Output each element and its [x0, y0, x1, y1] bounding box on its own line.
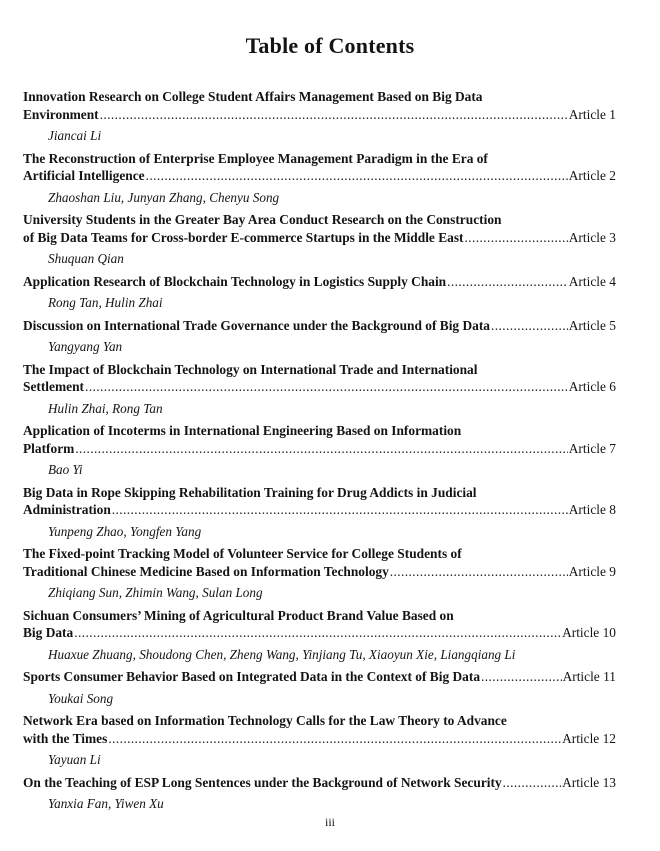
- entry-title-line: Network Era based on Information Technology Calls for the Law Theory to Advance: [23, 713, 507, 728]
- entry-authors: Jiancai Li: [48, 128, 102, 143]
- dot-leader: [100, 106, 568, 124]
- article-number: Article 9: [568, 563, 616, 579]
- entry-title-text: Environment: [23, 106, 99, 122]
- article-number: Article 2: [568, 168, 616, 183]
- toc-entry: [23, 607, 616, 664]
- toc-entry: [23, 668, 616, 707]
- article-number: Article 3: [568, 229, 616, 245]
- entry-title-text: Administration: [23, 502, 111, 517]
- entry-title-line: Big Data in Rope Skipping Rehabilitation Training for Drug Addicts in Judicial: [23, 484, 477, 500]
- entry-title-text: On the Teaching of ESP Long Sentences under the Background of Network Security: [23, 774, 502, 790]
- article-number: Article 13: [562, 774, 616, 790]
- entry-title-final-line: [23, 167, 616, 185]
- entry-title-text: Discussion on International Trade Governance under the Background of Big Data: [23, 317, 490, 333]
- dot-leader: [112, 501, 568, 519]
- dot-leader: [108, 730, 561, 748]
- toc-entry: [23, 361, 616, 418]
- toc-entry: [23, 422, 616, 479]
- article-number: Article 11: [562, 669, 616, 684]
- article-number: Article 7: [568, 440, 616, 456]
- entry-title-final-line: [23, 440, 616, 458]
- entry-title-final-line: [23, 774, 616, 792]
- entry-title-final-line: [23, 730, 616, 748]
- entry-authors: Yanxia Fan, Yiwen Xu: [48, 796, 164, 811]
- toc-entry: [23, 484, 616, 541]
- entry-title-line: Application of Incoterms in International Engineering Based on Information: [23, 423, 462, 438]
- entry-title-text: with the Times: [23, 730, 108, 746]
- entry-title-line: The Reconstruction of Enterprise Employee Management Paradigm in the Era of: [23, 150, 488, 166]
- article-number: Article 12: [562, 730, 616, 746]
- entry-title-text: Sports Consumer Behavior Based on Integrated Data in the Context of Big Data: [23, 669, 481, 684]
- toc-entry: [23, 712, 616, 769]
- entry-authors: Yayuan Li: [48, 752, 101, 767]
- entry-title-text: Platform: [23, 440, 75, 456]
- entry-title-final-line: [23, 317, 616, 335]
- entry-authors: Huaxue Zhuang, Shoudong Chen, Zheng Wang, Yinjiang Tu, Xiaoyun Xie, Liangqiang Li: [48, 646, 516, 662]
- entry-title-final-line: [23, 668, 616, 686]
- entry-title-line: The Fixed-point Tracking Model of Volunteer Service for College Students of: [23, 546, 462, 561]
- entry-title-text: Application Research of Blockchain Technology in Logistics Supply Chain: [23, 273, 447, 289]
- entry-authors: Yangyang Yan: [48, 339, 123, 354]
- page-title: Table of Contents: [245, 33, 415, 58]
- entry-title-text: of Big Data Teams for Cross-border E-commerce Startups in the Middle East: [23, 229, 464, 245]
- entry-authors: Rong Tan, Hulin Zhai: [48, 295, 163, 310]
- entry-title-text: Big Data: [23, 625, 74, 640]
- entry-authors: Zhiqiang Sun, Zhimin Wang, Sulan Long: [48, 585, 263, 600]
- entry-title-final-line: [23, 624, 616, 642]
- entry-title-text: Settlement: [23, 379, 84, 394]
- dot-leader: [481, 668, 562, 686]
- entry-title-final-line: [23, 106, 616, 124]
- dot-leader: [74, 624, 561, 642]
- entry-title-text: Artificial Intelligence: [23, 168, 145, 183]
- entry-title-final-line: [23, 501, 616, 519]
- entry-authors: Bao Yi: [48, 462, 83, 477]
- entry-title-line: Innovation Research on College Student Affairs Management Based on Big Data: [23, 89, 483, 104]
- entry-authors: Zhaoshan Liu, Junyan Zhang, Chenyu Song: [48, 189, 280, 205]
- article-number: Article 8: [568, 502, 616, 517]
- toc-entry: [23, 211, 616, 268]
- dot-leader: [491, 317, 568, 335]
- entry-title-line: Sichuan Consumers’ Mining of Agricultural Product Brand Value Based on: [23, 607, 454, 623]
- dot-leader: [503, 774, 561, 792]
- toc-entry: [23, 88, 616, 145]
- page-number: iii: [324, 815, 335, 829]
- toc-entry: [23, 545, 616, 602]
- entry-title-text: Traditional Chinese Medicine Based on Information Technology: [23, 563, 389, 579]
- entry-title-final-line: [23, 229, 616, 247]
- article-number: Article 6: [568, 379, 616, 394]
- entry-title-line: University Students in the Greater Bay Area Conduct Research on the Construction: [23, 212, 502, 227]
- entry-authors: Hulin Zhai, Rong Tan: [48, 400, 163, 416]
- entry-authors: Shuquan Qian: [48, 251, 124, 266]
- entry-title-final-line: [23, 273, 616, 291]
- table-of-contents: [23, 88, 616, 818]
- dot-leader: [75, 440, 567, 458]
- entry-authors: Youkai Song: [48, 690, 114, 706]
- dot-leader: [85, 378, 568, 396]
- entry-title-final-line: [23, 378, 616, 396]
- entry-title-line: The Impact of Blockchain Technology on International Trade and International: [23, 361, 478, 377]
- dot-leader: [146, 167, 568, 185]
- toc-entry: [23, 774, 616, 813]
- dot-leader: [465, 229, 568, 247]
- entry-authors: Yunpeng Zhao, Yongfen Yang: [48, 523, 202, 539]
- article-number: Article 4: [568, 273, 616, 289]
- dot-leader: [390, 563, 568, 581]
- article-number: Article 5: [568, 317, 616, 333]
- toc-entry: [23, 317, 616, 356]
- article-number: Article 10: [562, 625, 616, 640]
- dot-leader: [447, 273, 568, 291]
- article-number: Article 1: [568, 106, 616, 122]
- toc-entry: [23, 150, 616, 207]
- toc-entry: [23, 273, 616, 312]
- entry-title-final-line: [23, 563, 616, 581]
